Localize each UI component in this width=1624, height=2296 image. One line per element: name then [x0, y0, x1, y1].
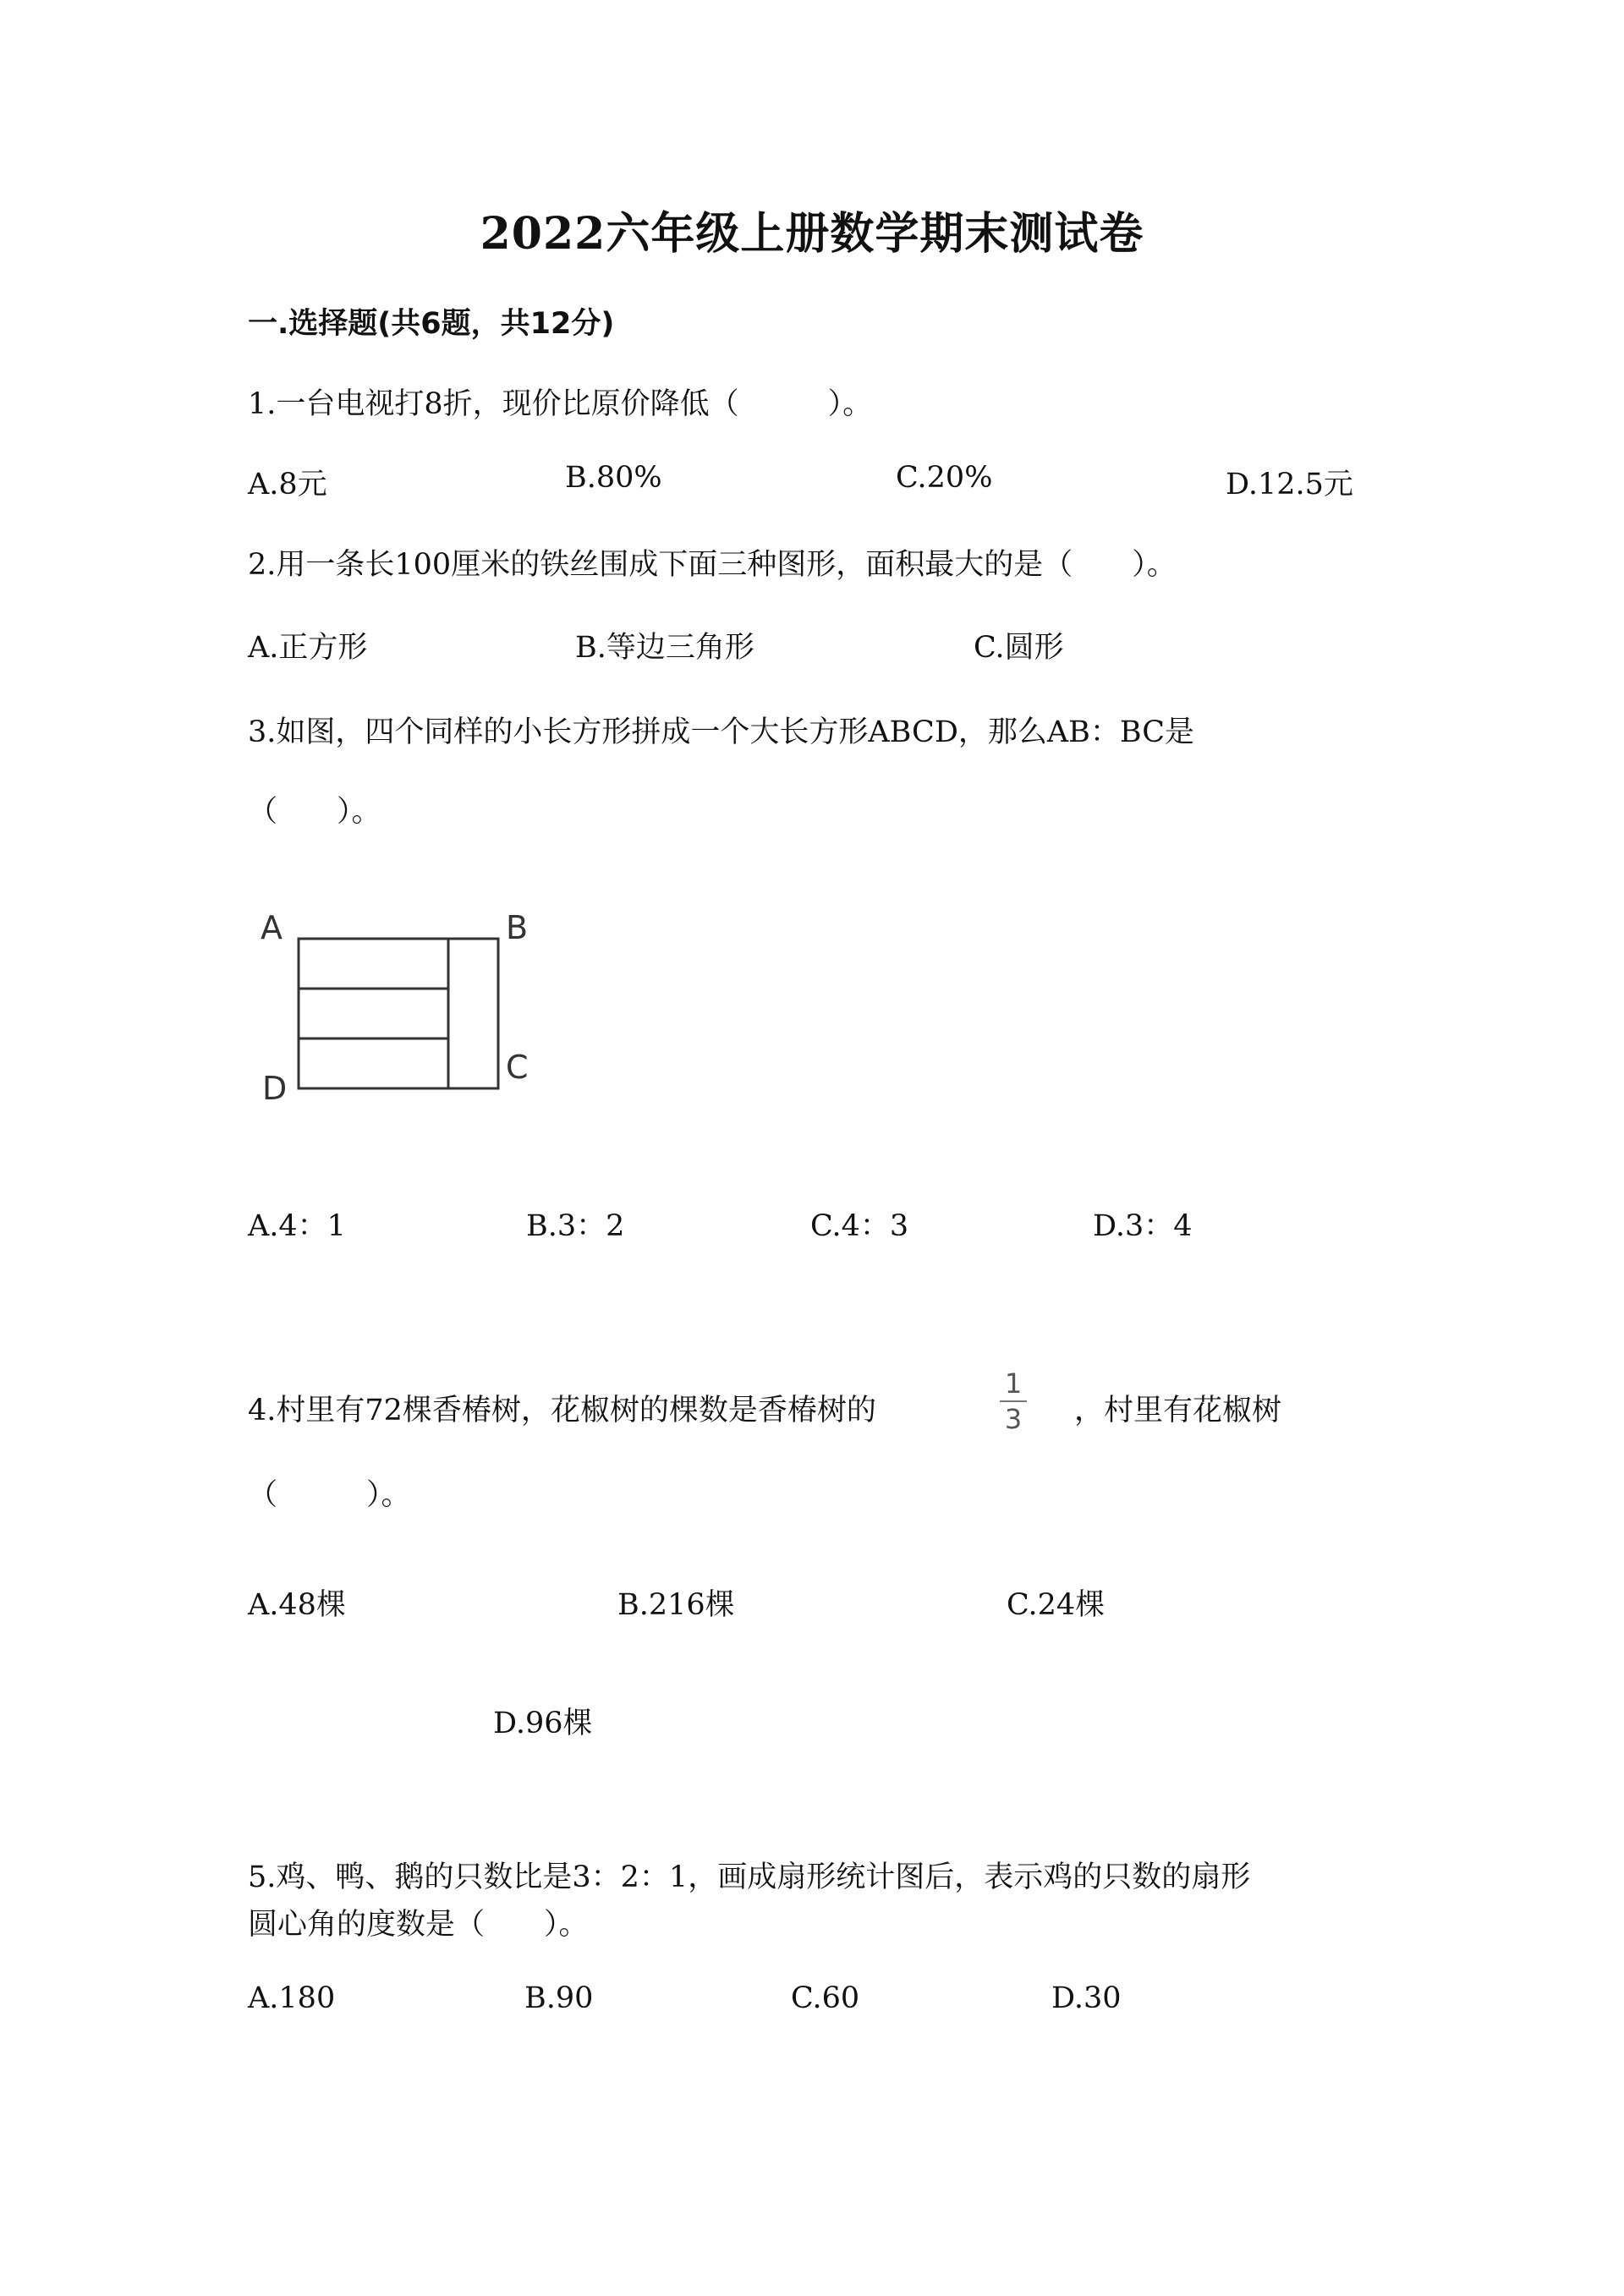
question-4-option-a: A.48棵	[248, 1588, 346, 1622]
fraction-bar	[1000, 1400, 1027, 1402]
question-2-stem: 2.用一条长100厘米的铁丝围成下面三种图形，面积最大的是（ ）。	[248, 548, 1177, 582]
question-4-option-b: B.216棵	[617, 1588, 735, 1622]
question-5-option-d: D.30	[1051, 1981, 1122, 2015]
question-4-stem-continued: （ ）。	[248, 1478, 411, 1512]
question-1-option-a: A.8元	[248, 468, 327, 501]
question-3-option-c: C.4：3	[810, 1209, 909, 1243]
figure-outline	[299, 939, 498, 1088]
question-5-option-b: B.90	[524, 1981, 594, 2015]
question-4-stem-part2: ，村里有花椒树	[1074, 1394, 1282, 1427]
section-heading: 一.选择题(共6题，共12分)	[248, 307, 615, 341]
question-2-option-a: A.正方形	[248, 631, 368, 665]
question-3-stem: 3.如图，四个同样的小长方形拼成一个大长方形ABCD，那么AB：BC是	[248, 715, 1195, 749]
vertex-label-b: B	[506, 909, 529, 946]
fraction-denominator: 3	[1004, 1403, 1023, 1435]
question-1-option-b: B.80%	[565, 461, 662, 495]
question-3-option-b: B.3：2	[526, 1209, 625, 1243]
rectangle-abcd-figure	[245, 896, 550, 1116]
fraction-numerator: 1	[1004, 1367, 1023, 1400]
question-5-stem-continued: 圆心角的度数是（ ）。	[248, 1908, 589, 1942]
question-1-option-d: D.12.5元	[1226, 468, 1353, 501]
question-5-option-c: C.60	[791, 1981, 860, 2015]
question-3-stem-continued: （ ）。	[248, 795, 381, 829]
question-5-option-a: A.180	[248, 1981, 336, 2015]
question-4-option-d: D.96棵	[493, 1707, 593, 1740]
question-3-option-a: A.4：1	[248, 1209, 346, 1243]
question-1-option-c: C.20%	[896, 461, 993, 495]
page-title: 2022六年级上册数学期末测试卷	[480, 208, 1144, 260]
question-4-stem-part1: 4.村里有72棵香椿树，花椒树的棵数是香椿树的	[248, 1394, 876, 1427]
question-2-option-b: B.等边三角形	[575, 631, 754, 665]
question-5-stem: 5.鸡、鸭、鹅的只数比是3：2：1，画成扇形统计图后，表示鸡的只数的扇形	[248, 1860, 1251, 1894]
fraction-one-third	[996, 1368, 1030, 1434]
question-1-stem: 1.一台电视打8折，现价比原价降低（ ）。	[248, 387, 873, 421]
question-3-option-d: D.3：4	[1093, 1209, 1193, 1243]
question-2-option-c: C.圆形	[974, 631, 1064, 665]
big-rectangle	[299, 939, 498, 1088]
vertex-label-c: C	[506, 1049, 529, 1086]
vertex-label-a: A	[261, 909, 283, 946]
question-4-option-c: C.24棵	[1007, 1588, 1106, 1622]
vertex-label-d: D	[262, 1070, 288, 1107]
